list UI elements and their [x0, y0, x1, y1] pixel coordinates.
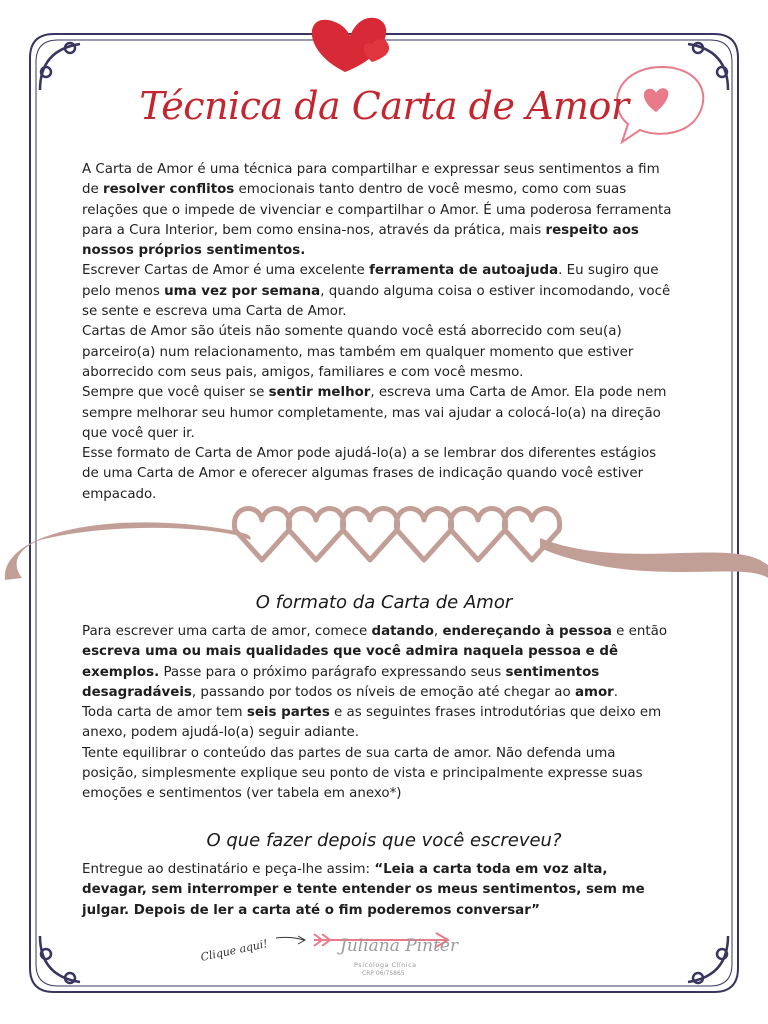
- format-paragraph: Toda carta de amor tem seis partes e as seguintes frases introdutórias que deixo em anexo, podem ajudá-lo(a) seguir adiante.: [82, 705, 662, 741]
- signature-role: Psicóloga Clínica: [354, 961, 417, 969]
- intro-paragraph: Esse formato de Carta de Amor pode ajudá-lo(a) a se lembrar dos diferentes estágios de uma Carta de Amor e oferecer algumas frases de indicação quando você estiver empacado.: [82, 446, 657, 502]
- footer-small-arrow-icon: [276, 936, 305, 944]
- clique-aqui-link[interactable]: Clique aqui!: [199, 937, 269, 964]
- intro-paragraph: Cartas de Amor são úteis não somente quando você está aborrecido com seu(a) parceiro(a) num relacionamento, mas também em qualquer momento que estiver aborrecido com seus pais, amigos, familiares e com você mesmo.: [82, 324, 634, 380]
- corner-ornament-tl: [40, 43, 80, 90]
- corner-ornament-bl: [40, 936, 80, 983]
- corner-ornament-br: [688, 936, 728, 983]
- corner-ornament-tr: [688, 43, 728, 90]
- after-paragraph: Entregue ao destinatário e peça-lhe assim: “Leia a carta toda em voz alta, devagar, sem interromper e tente entender os meus sentimentos, sem me julgar. Depois de ler a carta até o fim poderemos conversar”: [82, 862, 645, 918]
- section-heading-format: O formato da Carta de Amor: [255, 592, 513, 613]
- signature-crp: CRP 06/75865: [362, 970, 405, 977]
- intro-paragraph: Escrever Cartas de Amor é uma excelente ferramenta de autoajuda. Eu sugiro que pelo menos uma vez por semana, quando alguma coisa o estiver incomodando, você se sente e escreva uma Carta de Amor.: [82, 263, 671, 320]
- signature-logo[interactable]: Juliana Pinter: [340, 936, 459, 956]
- hearts-ribbon-divider: [5, 509, 768, 580]
- intro-text: [82, 160, 674, 505]
- section-heading-after: O que fazer depois que você escreveu?: [206, 830, 562, 851]
- after-text: [82, 860, 674, 921]
- format-text: [82, 622, 674, 805]
- top-hearts-icon: [312, 18, 389, 72]
- page-title: Técnica da Carta de Amor: [139, 84, 629, 128]
- intro-paragraph: A Carta de Amor é uma técnica para compartilhar e expressar seus sentimentos a fim de resolver conflitos emocionais tanto dentro de você mesmo, como com suas relações que o impede de vivenciar e compartilhar o Amor. É uma poderosa ferramenta para a Cura Interior, bem como ensina-nos, através da prática, mais respeito aos nossos próprios sentimentos.: [82, 162, 672, 259]
- format-paragraph: Tente equilibrar o conteúdo das partes de sua carta de amor. Não defenda uma posição, simplesmente explique seu ponto de vista e principalmente expresse suas emoções e sentimentos (ver tabela em anexo*): [82, 745, 643, 802]
- intro-paragraph: Sempre que você quiser se sentir melhor, escreva uma Carta de Amor. Ela pode nem sempre melhorar seu humor completamente, mas vai ajudar a colocá-lo(a) na direção que você quer ir.: [82, 385, 667, 441]
- format-paragraph: Para escrever uma carta de amor, comece datando, endereçando à pessoa e então escreva uma ou mais qualidades que você admira naquela pessoa e dê exemplos. Passe para o próximo parágrafo expressando seus sentimentos desagradáveis, passando por todos os níveis de emoção até chegar ao amor.: [82, 624, 668, 700]
